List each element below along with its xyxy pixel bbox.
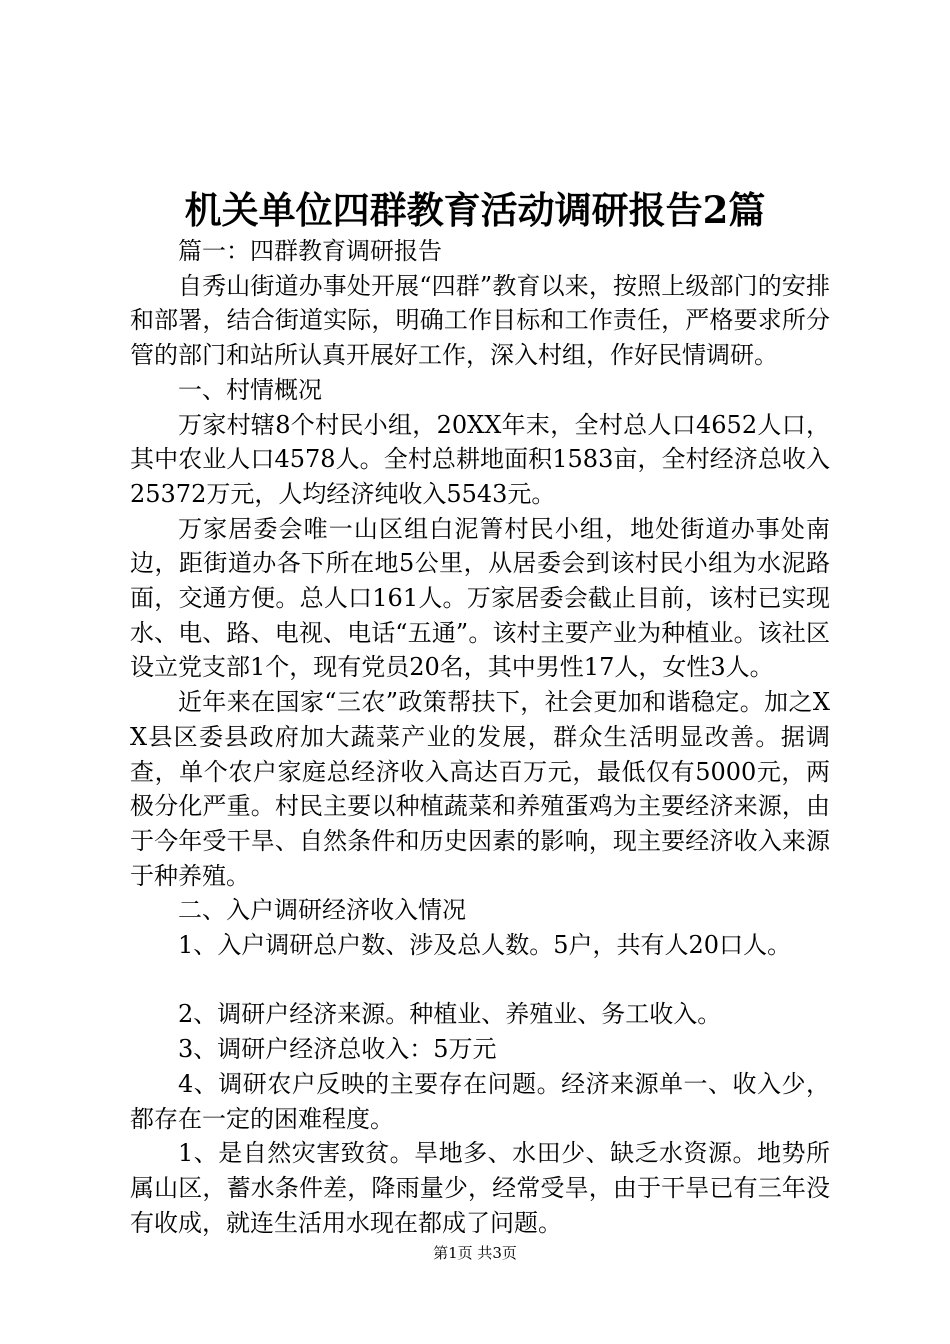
intro-paragraph: 自秀山街道办事处开展“四群”教育以来，按照上级部门的安排和部署，结合街道实际，明确工作目标和工作责任，严格要求所分管的部门和站所认真开展好工作，深入村组，作好民情调研。 [130, 271, 830, 370]
list-item-natural-disaster: 1、是自然灾害致贫。旱地多、水田少、缺乏水资源。地势所属山区，蓄水条件差，降雨量少，经常受旱，由于干旱已有三年没有收成，就连生活用水现在都成了问题。 [130, 1139, 830, 1237]
list-item-1: 1、入户调研总户数、涉及总人数。5户，共有人20口人。 [178, 931, 792, 960]
paragraph-wanjia-committee: 万家居委会唯一山区组白泥箐村民小组，地处街道办事处南边，距街道办各下所在地5公里，从居委会到该村民小组为水泥路面，交通方便。总人口161人。万家居委会截止目前，该村已实现水、电、路、电视、电话“五通”。该村主要产业为种植业。该社区设立党支部1个，现有党员20名，其中男性17人，女性3人。 [130, 514, 830, 682]
list-item-3: 3、调研户经济总收入：5万元 [178, 1035, 497, 1064]
document-title: 机关单位四群教育活动调研报告2篇 [184, 188, 766, 232]
list-item-2: 2、调研户经济来源。种植业、养殖业、务工收入。 [178, 1000, 722, 1029]
section-heading-household-income: 二、入户调研经济收入情况 [178, 896, 466, 925]
document-body [130, 234, 830, 1240]
section-heading-village-overview: 一、村情概况 [178, 375, 322, 404]
paragraph-wanjia-village: 万家村辖8个村民小组，20XX年末，全村总人口4652人口，其中农业人口4578人。全村总耕地面积1583亩，全村经济总收入25372万元，人均经济纯收入5543元。 [130, 410, 830, 508]
list-item-4: 4、调研农户反映的主要存在问题。经济来源单一、收入少，都存在一定的困难程度。 [130, 1069, 830, 1133]
section-heading-part-one: 篇一：四群教育调研报告 [178, 237, 442, 265]
page-footer: 第1页 共3页 [433, 1244, 517, 1262]
paragraph-recent-years: 近年来在国家“三农”政策帮扶下，社会更加和谐稳定。加之XX县区委县政府加大蔬菜产业的发展，群众生活明显改善。据调查，单个农户家庭总经济收入高达百万元，最低仅有5000元，两极分化严重。村民主要以种植蔬菜和养殖蛋鸡为主要经济来源，由于今年受干旱、自然条件和历史因素的影响，现主要经济收入来源于种养殖。 [130, 688, 830, 890]
